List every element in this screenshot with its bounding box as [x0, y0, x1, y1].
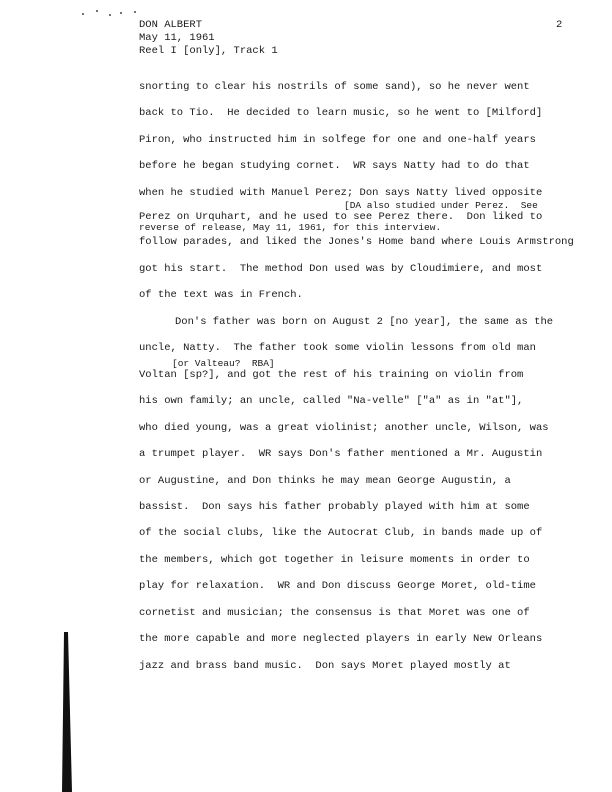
- text-line: or Augustine, and Don thinks he may mean George Augustin, a: [139, 475, 511, 487]
- handwritten-insert: [DA also studied under Perez. See: [344, 200, 538, 211]
- text-line: Don's father was born on August 2 [no year], the same as the: [175, 316, 554, 328]
- text-line: of the social clubs, like the Autocrat Club, in bands made up of: [139, 527, 543, 539]
- text-line: who died young, was a great violinist; another uncle, Wilson, was: [139, 422, 549, 434]
- text-line: of the text was in French.: [139, 289, 303, 301]
- header-name: DON ALBERT: [139, 19, 203, 31]
- handwritten-insert: [or Valteau? RBA]: [172, 358, 275, 369]
- text-line: his own family; an uncle, called "Na-velle" ["a" as in "at"],: [139, 395, 524, 407]
- text-line: cornetist and musician; the consensus is that Moret was one of: [139, 607, 530, 619]
- text-line: Voltan [sp?], and got the rest of his training on violin from: [139, 369, 524, 381]
- text-line: uncle, Natty. The father took some violin lessons from old man: [139, 342, 536, 354]
- text-line: got his start. The method Don used was by Cloudimiere, and most: [139, 263, 543, 275]
- scan-edge-shadow: [62, 632, 74, 792]
- text-line: follow parades, and liked the Jones's Home band where Louis Armstrong: [139, 236, 574, 248]
- text-line: bassist. Don says his father probably played with him at some: [139, 501, 530, 513]
- text-line: Piron, who instructed him in solfege for one and one-half years: [139, 134, 536, 146]
- text-line: the more capable and more neglected players in early New Orleans: [139, 633, 543, 645]
- header-date: May 11, 1961: [139, 32, 215, 44]
- text-line: when he studied with Manuel Perez; Don says Natty lived opposite: [139, 187, 543, 199]
- text-line: play for relaxation. WR and Don discuss George Moret, old-time: [139, 580, 536, 592]
- handwritten-insert: reverse of release, May 11, 1961, for this interview.: [139, 222, 442, 233]
- text-line: snorting to clear his nostrils of some sand), so he never went: [139, 81, 530, 93]
- text-line: a trumpet player. WR says Don's father mentioned a Mr. Augustin: [139, 448, 543, 460]
- text-line: back to Tio. He decided to learn music, so he went to [Milford]: [139, 107, 543, 119]
- scan-specks: [82, 9, 142, 17]
- header-reel: Reel I [only], Track 1: [139, 45, 278, 57]
- text-line: Perez on Urquhart, and he used to see Perez there. Don liked to: [139, 211, 543, 223]
- text-line: the members, which got together in leisure moments in order to: [139, 554, 530, 566]
- text-line: jazz and brass band music. Don says Moret played mostly at: [139, 660, 511, 672]
- page-number: 2: [556, 19, 563, 31]
- text-line: before he began studying cornet. WR says Natty had to do that: [139, 160, 530, 172]
